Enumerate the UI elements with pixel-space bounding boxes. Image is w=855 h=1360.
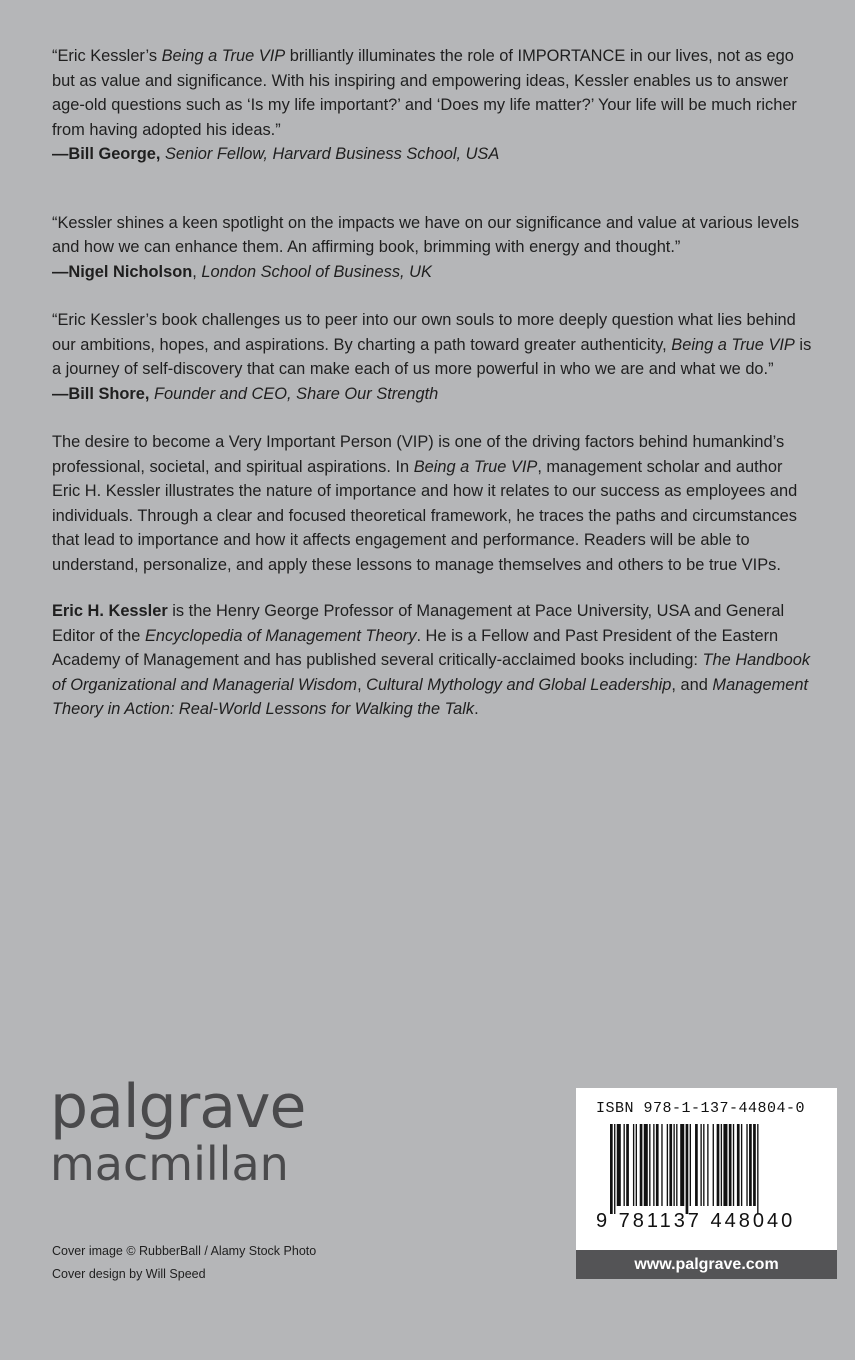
- bio-text-4: , and: [671, 675, 713, 694]
- bio-title-2: The Handbook of Organizational and Managerial Wisdom: [52, 651, 811, 694]
- quote-1-attribution: [52, 142, 812, 167]
- logo-line-1: palgrave: [50, 1072, 306, 1142]
- barcode-bar: [624, 1124, 625, 1206]
- barcode-bar: [753, 1124, 756, 1206]
- barcode-bar: [614, 1124, 615, 1214]
- quote-3-attribution: [52, 382, 812, 407]
- cover-credits: [52, 1240, 316, 1286]
- bio-text-3: ,: [357, 675, 367, 694]
- bio-text-5: .: [474, 700, 479, 718]
- back-cover-text: [52, 44, 812, 722]
- barcode: [610, 1124, 806, 1214]
- quote-1-text: “Eric Kessler’s: [52, 47, 162, 65]
- barcode-bar: [680, 1124, 684, 1206]
- barcode-bar: [721, 1124, 722, 1206]
- quote-1-author: —Bill George,: [52, 145, 161, 163]
- barcode-bar: [644, 1124, 648, 1206]
- quote-2-author: —Nigel Nicholson: [52, 262, 193, 281]
- barcode-bar: [700, 1124, 701, 1206]
- description-title: Being a True VIP: [413, 457, 538, 476]
- quote-3-author: —Bill Shore,: [52, 384, 150, 403]
- barcode-bar: [707, 1124, 708, 1206]
- barcode-bar: [667, 1124, 668, 1206]
- quote-2-affiliation: London School of Business, UK: [201, 262, 432, 281]
- bio-text-2: . He is a Fellow and Past President of the Eastern Academy of Management and has published several critically-acclaimed books including:: [52, 626, 779, 669]
- barcode-bar: [733, 1124, 734, 1206]
- publisher-logo: [50, 1072, 306, 1191]
- barcode-bar: [741, 1124, 742, 1206]
- barcode-bar: [626, 1124, 629, 1206]
- description-text: The desire to become a Very Important Person (VIP) is one of the driving factors behind humankind’s professional, societal, and spiritual aspirations. In: [52, 433, 785, 476]
- cover-image-credit: Cover image © RubberBall / Alamy Stock Photo: [52, 1244, 317, 1258]
- quote-3-affiliation: Founder and CEO, Share Our Strength: [154, 384, 439, 403]
- barcode-bar: [661, 1124, 662, 1206]
- barcode-bar: [640, 1124, 643, 1206]
- isbn-label: ISBN 978-1-137-44804-0: [596, 1100, 806, 1117]
- publisher-website[interactable]: www.palgrave.com: [576, 1250, 837, 1279]
- barcode-bar: [717, 1124, 720, 1206]
- barcode-bar: [686, 1124, 689, 1214]
- barcode-bar: [617, 1124, 621, 1206]
- barcode-bar: [723, 1124, 727, 1206]
- barcode-bar: [690, 1124, 691, 1206]
- barcode-bar: [713, 1124, 714, 1206]
- quote-3-text: “Eric Kessler’s book challenges us to peer into our own souls to more deeply question what lies behind our ambitions, hopes, and aspirations. By charting a path toward greater authenticity,: [52, 311, 796, 354]
- barcode-bar: [695, 1124, 698, 1206]
- quote-3: [52, 308, 812, 382]
- barcode-bar: [656, 1124, 659, 1206]
- barcode-bar: [653, 1124, 654, 1206]
- bio-text-1: is the Henry George Professor of Management at Pace University, USA and General Editor of the: [52, 602, 785, 645]
- quote-1-title: Being a True VIP: [161, 47, 286, 65]
- bio-title-3: Cultural Mythology and Global Leadership: [366, 675, 672, 694]
- barcode-bar: [729, 1124, 732, 1206]
- isbn-barcode-box: [576, 1088, 837, 1250]
- barcode-bar: [649, 1124, 650, 1206]
- quote-3-title: Being a True VIP: [671, 335, 795, 354]
- barcode-bar: [757, 1124, 758, 1214]
- bio-title-4: Management Theory in Action: Real-World Lessons for Walking the Talk: [52, 675, 809, 718]
- barcode-bar: [676, 1124, 677, 1206]
- quote-1-affiliation: Senior Fellow, Harvard Business School, USA: [164, 145, 500, 163]
- barcode-bar: [703, 1124, 704, 1206]
- barcode-bar: [669, 1124, 672, 1206]
- quote-2-attribution: —Nigel Nicholson, London School of Business, UK: [52, 262, 432, 281]
- barcode-bar: [746, 1124, 747, 1206]
- description-text-cont: , management scholar and author Eric H. Kessler illustrates the nature of importance and how it relates to our success as employees and individuals. Through a clear and focused theoretical framework, he traces the paths and circumstances that lead to importance and how it affects engagement and performance. Readers will be able to understand, personalize, and apply these lessons to manage themselves and others to be true VIPs.: [52, 457, 798, 574]
- quote-1-text-cont: brilliantly illuminates the role of IMPORTANCE in our lives, not as ego but as value and significance. With his inspiring and empowering ideas, Kessler enables us to answer age-old questions such as ‘Is my life important?’ and ‘Does my life matter?’ Your life will be much richer from having adopted his ideas.”: [52, 47, 797, 139]
- bio-author-name: Eric H. Kessler: [52, 602, 168, 620]
- barcode-bar: [673, 1124, 674, 1206]
- book-description: [52, 430, 812, 577]
- quote-3-text-cont: is a journey of self-discovery that can make each of us more powerful in who we are and what we do.”: [52, 335, 812, 378]
- quote-2: “Kessler shines a keen spotlight on the impacts we have on our significance and value at various levels and how we can enhance them. An affirming book, brimming with energy and thought.”: [52, 213, 800, 256]
- barcode-bar: [610, 1124, 613, 1214]
- author-bio: [52, 599, 812, 722]
- barcode-bar: [749, 1124, 752, 1206]
- barcode-bar: [636, 1124, 637, 1206]
- quote-1: [52, 44, 812, 142]
- bio-title-1: Encyclopedia of Management Theory: [144, 626, 417, 645]
- cover-design-credit: Cover design by Will Speed: [52, 1267, 206, 1281]
- logo-line-2: macmillan: [50, 1137, 289, 1191]
- barcode-bar: [633, 1124, 634, 1206]
- barcode-digits: 9 781137 448040: [596, 1210, 796, 1232]
- barcode-bar: [737, 1124, 740, 1206]
